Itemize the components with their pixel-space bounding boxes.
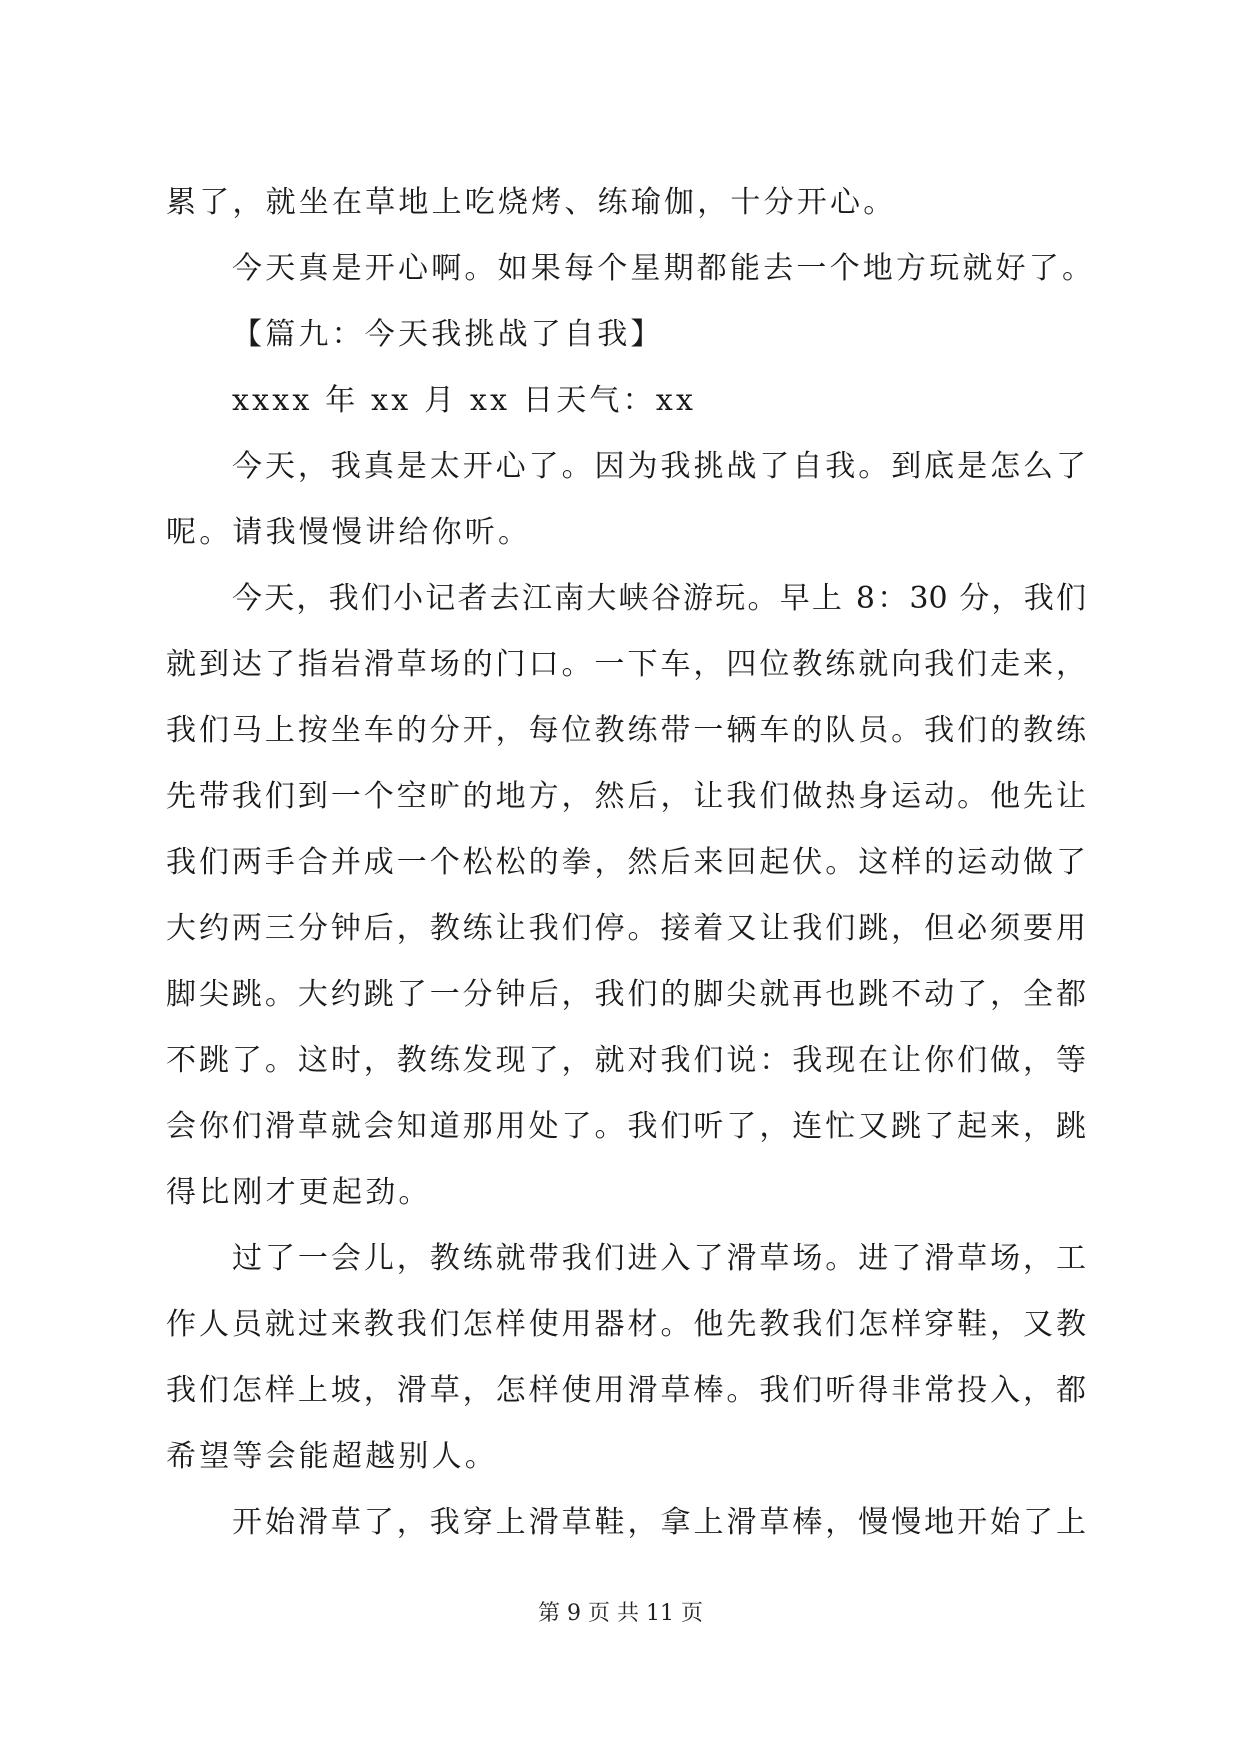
text-line: 我们马上按坐车的分开，每位教练带一辆车的队员。我们的教练 [166, 713, 1086, 748]
text-line: 我们怎样上坡，滑草，怎样使用滑草棒。我们听得非常投入，都 [166, 1373, 1086, 1408]
text-line: 希望等会能超越别人。 [166, 1439, 498, 1474]
text-line: 累了，就坐在草地上吃烧烤、练瑜伽，十分开心。 [166, 185, 897, 220]
document-body [166, 170, 1096, 1556]
text-line: 过了一会儿，教练就带我们进入了滑草场。进了滑草场，工 [232, 1241, 1086, 1276]
section-heading: 【篇九：今天我挑战了自我】 [232, 317, 664, 352]
text-line: 脚尖跳。大约跳了一分钟后，我们的脚尖就再也跳不动了，全都 [166, 977, 1086, 1012]
text-line: 开始滑草了，我穿上滑草鞋，拿上滑草棒，慢慢地开始了上 [232, 1505, 1086, 1540]
text-line: 今天真是开心啊。如果每个星期都能去一个地方玩就好了。 [232, 251, 1096, 286]
text-line: 得比刚才更起劲。 [166, 1175, 432, 1210]
text-line: 大约两三分钟后，教练让我们停。接着又让我们跳，但必须要用 [166, 911, 1086, 946]
text-line: 呢。请我慢慢讲给你听。 [166, 515, 532, 550]
page-number-footer: 第 9 页 共 11 页 [538, 1601, 703, 1626]
text-line: 作人员就过来教我们怎样使用器材。他先教我们怎样穿鞋，又教 [166, 1307, 1086, 1342]
diary-date-line: xxxx 年 xx 月 xx 日天气：xx [232, 383, 697, 418]
text-line: 先带我们到一个空旷的地方，然后，让我们做热身运动。他先让 [166, 779, 1086, 814]
text-line: 今天，我真是太开心了。因为我挑战了自我。到底是怎么了 [232, 449, 1086, 484]
text-line: 不跳了。这时，教练发现了，就对我们说：我现在让你们做，等 [166, 1043, 1086, 1078]
text-line: 今天，我们小记者去江南大峡谷游玩。早上 8：30 分，我们 [232, 581, 1086, 616]
text-line: 就到达了指岩滑草场的门口。一下车，四位教练就向我们走来， [166, 647, 1086, 682]
text-line: 我们两手合并成一个松松的拳，然后来回起伏。这样的运动做了 [166, 845, 1086, 880]
text-line: 会你们滑草就会知道那用处了。我们听了，连忙又跳了起来，跳 [166, 1109, 1086, 1144]
